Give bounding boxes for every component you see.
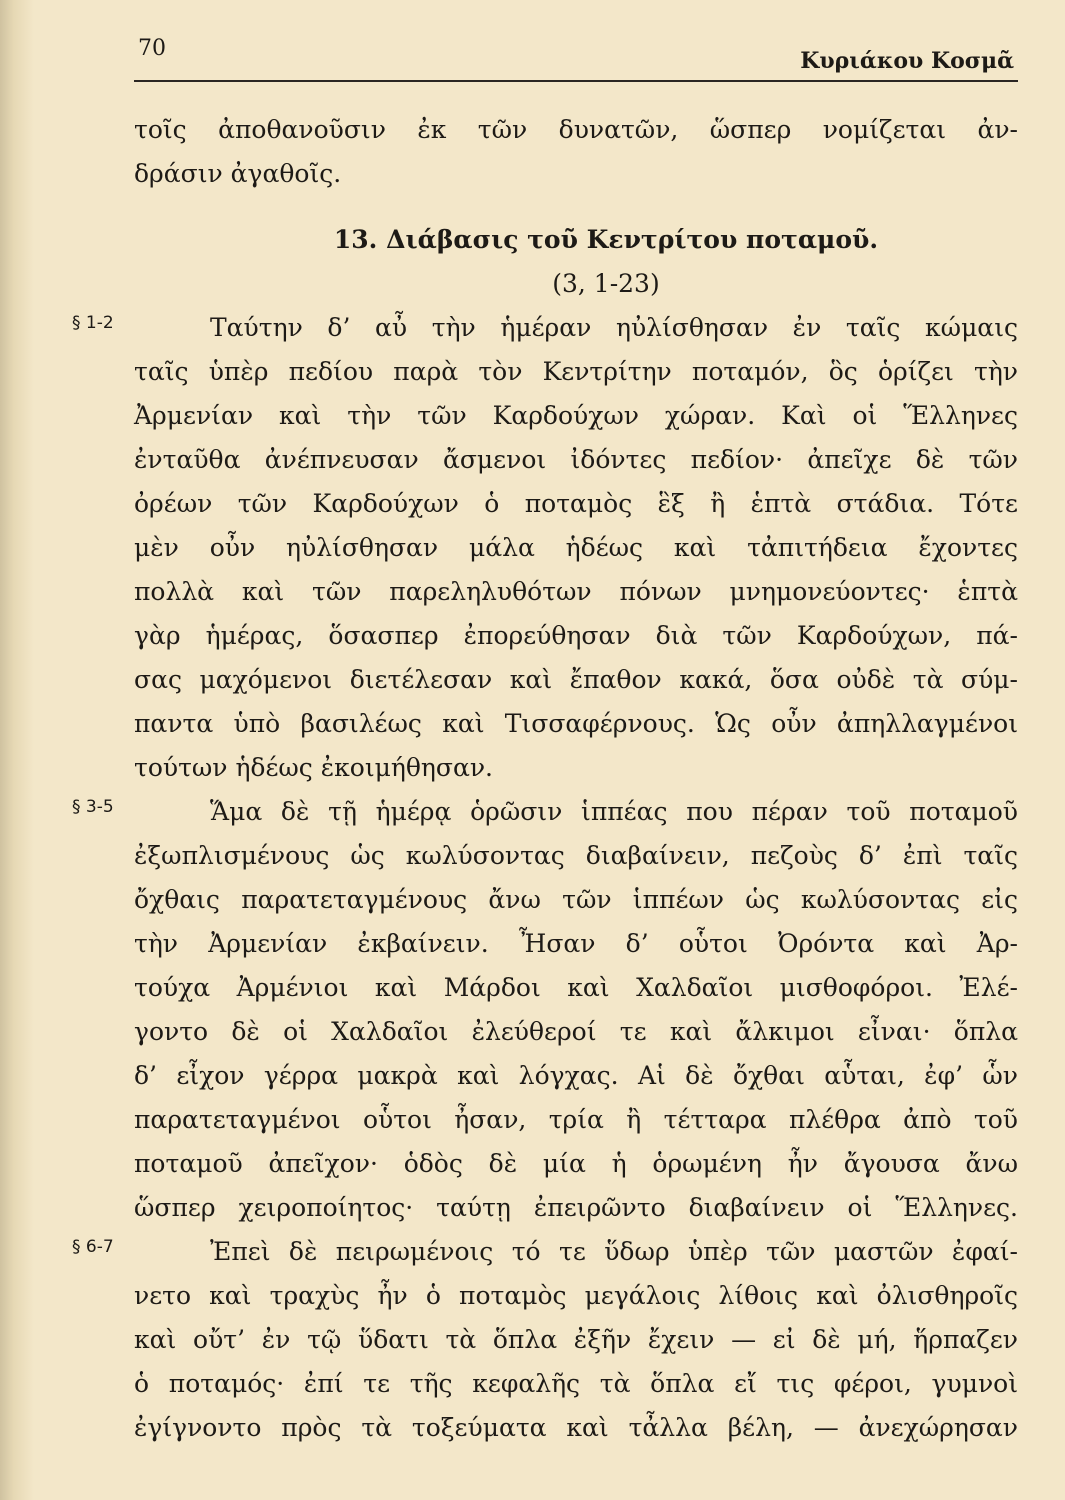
text-line: ὄχθαις παρατεταγμένους ἄνω τῶν ἱππέων ὡς κωλύσοντας εἰς <box>134 885 1018 914</box>
text-line: Ἀρμενίαν καὶ τὴν τῶν Καρδούχων χώραν. Καὶ οἱ Ἕλληνες <box>134 401 1018 430</box>
text-line: ὥσπερ χειροποίητος· ταύτῃ ἐπειρῶντο διαβαίνειν οἱ Ἕλληνες. <box>134 1193 1018 1222</box>
running-head: Κυριάκου Κοσμᾶ <box>800 48 1014 74</box>
text-line: γὰρ ἡμέρας, ὅσασπερ ἐπορεύθησαν διὰ τῶν Καρδούχων, πά- <box>134 621 1018 650</box>
section-mark: § 6-7 <box>72 1237 114 1257</box>
page-number: 70 <box>138 36 166 61</box>
section-mark: § 3-5 <box>72 797 114 817</box>
text-line: ἐγίγνοντο πρὸς τὰ τοξεύματα καὶ τἆλλα βέλη, — ἀνεχώρησαν <box>134 1413 1018 1442</box>
text-line: ποταμοῦ ἀπεῖχον· ὁδὸς δὲ μία ἡ ὁρωμένη ἦν ἄγουσα ἄνω <box>134 1149 1018 1178</box>
text-line: γοντο δὲ οἱ Χαλδαῖοι ἐλεύθεροί τε καὶ ἄλκιμοι εἶναι· ὅπλα <box>134 1017 1018 1046</box>
page-body <box>72 108 1018 1450</box>
text-line: τὴν Ἀρμενίαν ἐκβαίνειν. Ἦσαν δ’ οὗτοι Ὀρόντα καὶ Ἀρ- <box>134 929 1018 958</box>
text-line: παρατεταγμένοι οὗτοι ἦσαν, τρία ἢ τέτταρα πλέθρα ἀπὸ τοῦ <box>134 1105 1018 1134</box>
text-line: πολλὰ καὶ τῶν παρεληλυθότων πόνων μνημονεύοντες· ἑπτὰ <box>134 577 1018 606</box>
text-line: ἐνταῦθα ἀνέπνευσαν ἄσμενοι ἰδόντες πεδίον· ἀπεῖχε δὲ τῶν <box>134 445 1018 474</box>
text-line: σας μαχόμενοι διετέλεσαν καὶ ἔπαθον κακά, ὅσα οὐδὲ τὰ σύμ- <box>134 665 1018 694</box>
section-reference: (3, 1-23) <box>552 269 660 298</box>
text-line: νετο καὶ τραχὺς ἦν ὁ ποταμὸς μεγάλοις λίθοις καὶ ὀλισθηροῖς <box>134 1281 1018 1310</box>
text-line: τοῖς ἀποθανοῦσιν ἐκ τῶν δυνατῶν, ὥσπερ νομίζεται ἀν- <box>134 115 1018 144</box>
text-line: δράσιν ἀγαθοῖς. <box>134 159 342 188</box>
text-line: ἐξωπλισμένους ὡς κωλύσοντας διαβαίνειν, πεζοὺς δ’ ἐπὶ ταῖς <box>134 841 1018 870</box>
section-title: 13. Διάβασις τοῦ Κεντρίτου ποταμοῦ. <box>333 225 879 254</box>
section-mark: § 1-2 <box>72 313 114 333</box>
page-header <box>134 30 1018 82</box>
text-line: Ταύτην δ’ αὖ τὴν ἡμέραν ηὐλίσθησαν ἐν ταῖς κώμαις <box>210 313 1018 342</box>
page-binding-edge <box>0 0 34 1500</box>
text-line: τούχα Ἀρμένιοι καὶ Μάρδοι καὶ Χαλδαῖοι μισθοφόροι. Ἐλέ- <box>134 973 1018 1002</box>
text-line: ταῖς ὑπὲρ πεδίου παρὰ τὸν Κεντρίτην ποταμόν, ὃς ὁρίζει τὴν <box>134 357 1018 386</box>
paragraph <box>72 306 1018 790</box>
text-line: ὀρέων τῶν Καρδούχων ὁ ποταμὸς ἓξ ἢ ἑπτὰ στάδια. Τότε <box>134 489 1018 518</box>
paragraph <box>72 1230 1018 1450</box>
text-line: Ἐπεὶ δὲ πειρωμένοις τό τε ὕδωρ ὑπὲρ τῶν μαστῶν ἐφαί- <box>210 1237 1018 1266</box>
text-line: καὶ οὔτ’ ἐν τῷ ὕδατι τὰ ὅπλα ἐξῆν ἔχειν — εἰ δὲ μή, ἥρπαζεν <box>134 1325 1018 1354</box>
text-line: ὁ ποταμός· ἐπί τε τῆς κεφαλῆς τὰ ὅπλα εἴ τις φέροι, γυμνοὶ <box>134 1369 1018 1398</box>
text-line: Ἅμα δὲ τῇ ἡμέρᾳ ὁρῶσιν ἱππέας που πέραν τοῦ ποταμοῦ <box>210 797 1018 826</box>
text-line: παντα ὑπὸ βασιλέως καὶ Τισσαφέρνους. Ὡς οὖν ἀπηλλαγμένοι <box>134 709 1018 738</box>
text-line: δ’ εἶχον γέρρα μακρὰ καὶ λόγχας. Αἱ δὲ ὄχθαι αὗται, ἐφ’ ὧν <box>134 1061 1018 1090</box>
paragraph <box>72 790 1018 1230</box>
text-line: μὲν οὖν ηὐλίσθησαν μάλα ἡδέως καὶ τἀπιτήδεια ἔχοντες <box>134 533 1018 562</box>
text-line: τούτων ἡδέως ἐκοιμήθησαν. <box>134 753 493 782</box>
